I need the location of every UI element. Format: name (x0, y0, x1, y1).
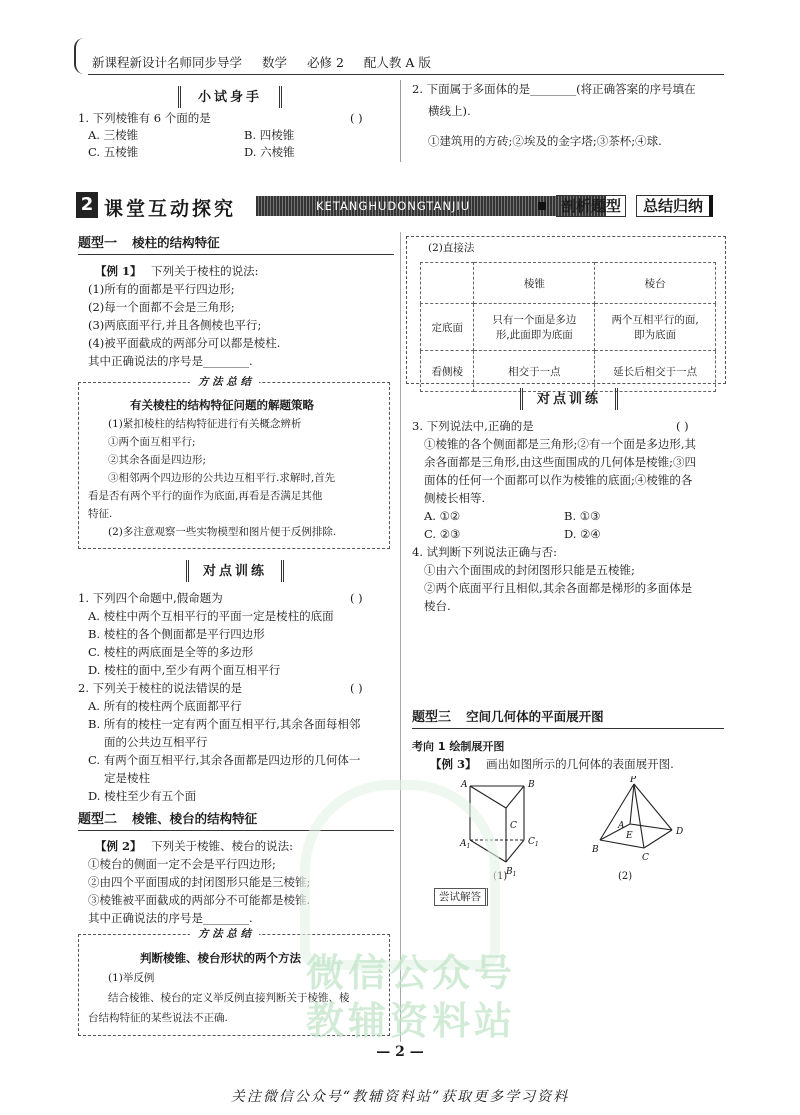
example1-ask: 其中正确说法的序号是________. (88, 354, 253, 368)
p1-q2-a: A. 所有的棱柱两个底面都平行 (88, 699, 242, 713)
practice-title-box-right (520, 388, 618, 410)
book: 必修 2 (306, 55, 344, 70)
example1-l4: (4)被平面截成的两部分可以都是棱柱. (88, 336, 281, 350)
example1-line (95, 263, 259, 281)
table-cell-line: 形,此面即为底面 (495, 329, 573, 341)
page-number: — 2 — (376, 1044, 424, 1060)
method2-label: 方 法 总 结 (190, 926, 259, 943)
table-cell (474, 304, 595, 351)
fig1-label-b: B (528, 780, 535, 790)
fig1-label-c: C (510, 821, 517, 831)
p1-q2-stem: 2. 下列关于棱柱的说法错误的是 (78, 681, 243, 695)
p1-q1-d: D. 棱柱的面中,至少有两个面互相平行 (88, 663, 281, 677)
p2-q3-d: D. ②④ (564, 527, 601, 541)
series-title: 新课程新设计名师同步导学 (92, 55, 243, 70)
p2-q4-l2: ②两个底面平行且相似,其余各面都是梯形的多面体是 (424, 581, 693, 595)
edition: 配人教 A 版 (363, 55, 431, 70)
comparison-table (420, 262, 716, 392)
pyramid-edge (630, 824, 672, 830)
method1-l6: 特征. (88, 508, 113, 520)
type2-title: 棱锥、棱台的结构特征 (132, 811, 258, 826)
p1-q2-b2: 面的公共边互相平行 (104, 735, 208, 749)
p2-q3-a: A. ①② (424, 509, 461, 523)
p2-q3-c: C. ②③ (424, 527, 461, 541)
warmup-title-box (178, 86, 282, 108)
table-cell: 相交于一点 (474, 351, 595, 392)
method2-l1: (1)举反例 (108, 972, 155, 984)
pyramid-edge (600, 840, 644, 848)
fig2-label-b: B (592, 845, 599, 855)
p2-q4-stem: 4. 试判断下列说法正确与否: (412, 545, 558, 559)
warmup-q1-c: C. 五棱锥 (88, 145, 139, 159)
example1-l2: (2)每一个面都不会是三角形; (88, 300, 235, 314)
column-divider-top (400, 80, 401, 162)
table-cell (595, 304, 716, 351)
prism-edge (506, 786, 524, 808)
table-cell (421, 263, 474, 304)
fig2-label-a: A (618, 821, 625, 831)
table-cell-line: 两个互相平行的面, (611, 314, 699, 326)
method2-l2: 结合棱锥、棱台的定义举反例直接判断关于棱锥、棱 (108, 992, 350, 1004)
pyramid-edge (644, 830, 672, 848)
type1-label: 题型一 (78, 236, 118, 251)
warmup-q2-options: ①建筑用的方砖;②埃及的金字塔;③茶杯;④球. (428, 134, 662, 148)
practice-title-box-left (186, 560, 284, 582)
table-header: 棱台 (595, 263, 716, 304)
watermark-line-1: 微信公众号 (306, 951, 517, 995)
warmup-q1-stem: 1. 下列棱锥有 6 个面的是 (78, 111, 211, 125)
header-rule (88, 74, 724, 75)
warmup-q1-paren: ( ) (350, 111, 363, 125)
table-cell-line: 即为底面 (634, 329, 677, 341)
subject: 数学 (261, 55, 287, 70)
p2-q3-paren: ( ) (676, 419, 689, 433)
table-row-head: 定底面 (421, 304, 474, 351)
table-header: 棱锥 (474, 263, 595, 304)
method1-l3: ②其余各面是四边形; (108, 454, 207, 466)
example2-l2: ②由四个平面围成的封闭图形只能是三棱锥; (88, 875, 311, 889)
p1-q1-c: C. 棱柱的两底面是全等的多边形 (88, 645, 254, 659)
method1-label: 方 法 总 结 (190, 374, 259, 391)
fig1-label-b1: $B_1$ (506, 867, 517, 878)
example2-l1: ①棱台的侧面一定不会是平行四边形; (88, 857, 276, 871)
figure2-caption: (2) (618, 871, 633, 882)
method1-l7: (2)多注意观察一些实物模型和图片便于反例排除. (108, 526, 337, 538)
watermark-line-2: 教辅资料站 (306, 999, 517, 1043)
type3-label: 题型三 (412, 710, 452, 725)
fig2-label-c: C (642, 853, 649, 863)
table-row (421, 351, 716, 392)
header-bar (92, 54, 431, 72)
section-number: 2 (80, 194, 94, 215)
example2-head: 【例 2】 (95, 839, 142, 853)
table-cell-line: 只有一个面是多边 (492, 314, 577, 326)
practice-title-left: 对点训练 (202, 564, 267, 579)
example2-ask: 其中正确说法的序号是________. (88, 911, 253, 925)
section-banner (76, 190, 726, 222)
method1-l1: (1)紧扣棱柱的结构特征进行有关概念辨析 (108, 418, 302, 430)
fig1-label-c1: $C_1$ (528, 837, 539, 848)
warmup-q2-stem: 2. 下面属于多面体的是________(将正确答案的序号填在 (412, 82, 696, 96)
method2-l3: 台结构特征的某些说法不正确. (88, 1012, 228, 1024)
p2-q4-l3: 棱台. (424, 599, 451, 613)
type3-title: 空间几何体的平面展开图 (466, 709, 604, 724)
figure1-caption: (1) (493, 871, 508, 882)
type2-label: 题型二 (78, 812, 118, 827)
fig1-label-a1: $A_1$ (460, 839, 471, 850)
example2-stem: 下列关于棱锥、棱台的说法: (151, 839, 294, 853)
type3-sub: 考向 1 绘制展开图 (412, 740, 505, 753)
table-cell: 延长后相交于一点 (595, 351, 716, 392)
practice-title-right: 对点训练 (536, 392, 601, 407)
p2-q3-l2: 余各面都是三角形,由这些面围成的几何体是棱锥;③四 (424, 455, 697, 469)
type1-header (78, 232, 394, 255)
p2-q3-stem: 3. 下列说法中,正确的是 (412, 419, 534, 433)
section-square-icon (538, 202, 546, 210)
example2-line (95, 838, 293, 856)
method1-l4: ③相邻两个四边形的公共边互相平行.求解时,首先 (108, 472, 336, 484)
section-number-box (76, 192, 98, 218)
p1-q2-paren: ( ) (350, 681, 363, 695)
table-row (421, 304, 716, 351)
warmup-q1-a: A. 三棱锥 (88, 128, 139, 142)
prism-edge (470, 786, 506, 808)
warmup-title: 小试身手 (197, 90, 262, 105)
example3-stem: 画出如图所示的几何体的表面展开图. (486, 757, 674, 771)
direct-method-label: (2)直接法 (428, 242, 475, 254)
type1-title: 棱柱的结构特征 (132, 235, 220, 250)
try-answer-label: 尝试解答 (439, 891, 481, 903)
fig2-label-e: E (626, 831, 633, 841)
p2-q4-l1: ①由六个面围成的封闭图形只能是五棱锥; (424, 563, 635, 577)
footer-notice: 关注微信公众号“教辅资料站”获取更多学习资料 (230, 1089, 570, 1105)
example1-head: 【例 1】 (95, 264, 142, 278)
p1-q1-stem: 1. 下列四个命题中,假命题为 (78, 591, 223, 605)
section-tag-1: 剖析题型 (556, 195, 626, 217)
example1-stem: 下列关于棱柱的说法: (151, 264, 259, 278)
p2-q3-l1: ①棱锥的各个侧面都是三角形;②有一个面是多边形,其 (424, 437, 697, 451)
fig1-label-a: A (461, 780, 468, 790)
example1-l3: (3)两底面平行,并且各侧棱也平行; (88, 318, 262, 332)
warmup-q1-b: B. 四棱锥 (244, 128, 295, 142)
p2-q3-b: B. ①③ (564, 509, 601, 523)
figure-pyramid (590, 776, 700, 876)
fig2-label-p: P (630, 776, 637, 785)
table-row (421, 263, 716, 304)
example3-head: 【例 3】 (430, 757, 477, 771)
method1-l5: 看是否有两个平行的面作为底面,再看是否满足其他 (88, 490, 323, 502)
table-row-head: 看侧棱 (421, 351, 474, 392)
example1-l1: (1)所有的面都是平行四边形; (88, 282, 235, 296)
p2-q3-l3: 面体的任何一个面都可以作为棱锥的底面;④棱锥的各 (424, 473, 693, 487)
section-pinyin: KETANGHUDONGTANJIU (316, 199, 471, 213)
method1-l2: ①两个面互相平行; (108, 436, 196, 448)
warmup-q2-stem2: 横线上). (428, 104, 471, 118)
p2-q3-l4: 侧棱长相等. (424, 491, 486, 505)
section-title: 课堂互动探究 (104, 198, 237, 220)
example3-line (430, 756, 674, 774)
p1-q2-c1: C. 有两个面互相平行,其余各面都是四边形的几何体一 (88, 753, 361, 767)
fig2-label-d: D (676, 827, 684, 837)
warmup-q1-d: D. 六棱锥 (244, 145, 295, 159)
p1-q1-a: A. 棱柱中两个互相平行的平面一定是棱柱的底面 (88, 609, 334, 623)
section-tag-2: 总结归纳 (636, 195, 713, 217)
p1-q2-c2: 定是棱柱 (104, 771, 150, 785)
header-brace (74, 38, 86, 74)
p1-q2-d: D. 棱柱至少有五个面 (88, 789, 197, 803)
type3-header (412, 706, 724, 729)
method1-title: 有关棱柱的结构特征问题的解题策略 (130, 398, 314, 412)
example2-l3: ③棱锥被平面截成的两部分不可能都是棱锥. (88, 893, 311, 907)
p1-q2-b1: B. 所有的棱柱一定有两个面互相平行,其余各面每相邻 (88, 717, 361, 731)
p1-q1-paren: ( ) (350, 591, 363, 605)
method2-title: 判断棱锥、棱台形状的两个方法 (140, 951, 301, 965)
p1-q1-b: B. 棱柱的各个侧面都是平行四边形 (88, 627, 265, 641)
prism-edge (506, 840, 524, 862)
